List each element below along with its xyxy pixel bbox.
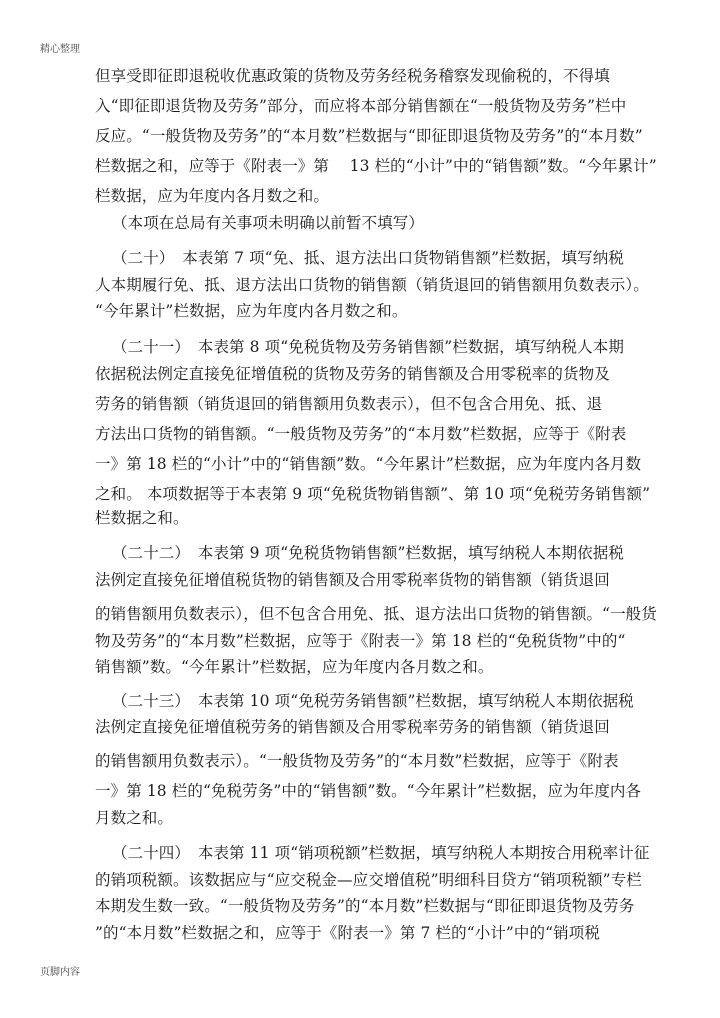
text-line: （二十） 本表第 7 项“免、抵、退方法出口货物销售额”栏数据，填写纳税 [112,249,624,267]
text-line: 但享受即征即退税收优惠政策的货物及劳务经税务稽察发现偷税的，不得填 [95,67,610,85]
footer-note: 页脚内容 [40,967,80,978]
text-line: 一》第 18 栏的“小计”中的“销售额”数。“今年累计”栏数据，应为年度内各月数 [95,455,642,473]
text-line: （二十四） 本表第 11 项“销项税额”栏数据，填写纳税人本期按合用税率计征 [112,844,650,862]
text-line: 人本期履行免、抵、退方法出口货物的销售额（销货退回的销售额用负数表示）。 [95,276,649,294]
text-line: 月数之和。 [95,809,174,827]
text-line: 法例定直接免征增值税货物的销售额及合用零税率货物的销售额（销货退回 [95,571,610,589]
text-line: （本项在总局有关事项未明确以前暂不填写） [112,214,425,232]
text-line: 入“即征即退货物及劳务”部分，而应将本部分销售额在“一般货物及劳务”栏中 [95,97,627,115]
text-line: 销售额”数。“今年累计”栏数据，应为年度内各月数之和。 [95,658,494,676]
text-line: 的销售额用负数表示）。“一般货物及劳务”的“本月数”栏数据，应等于《附表 [95,752,619,770]
text-line: （二十二） 本表第 9 项“免税货物销售额”栏数据，填写纳税人本期依据税 [112,544,624,562]
text-line: 物及劳务”的“本月数”栏数据，应等于《附表一》第 18 栏的“免税货物”中的“ [95,632,626,650]
text-line: 本期发生数一致。“一般货物及劳务”的“本月数”栏数据与“即征即退货物及劳务 [95,897,635,915]
text-line: 方法出口货物的销售额。“一般货物及劳务”的“本月数”栏数据，应等于《附表 [95,425,627,443]
text-line: 依据税法例定直接免征增值税的货物及劳务的销售额及合用零税率的货物及 [95,365,610,383]
text-line: ”的“本月数”栏数据之和，应等于《附表一》第 7 栏的“小计”中的“销项税 [95,924,600,942]
text-line: 栏数据之和，应等于《附表一》第 13 栏的“小计”中的“销售额”数。“今年累计” [95,157,657,175]
header-note: 精心整理 [40,44,80,55]
text-line: 劳务的销售额（销货退回的销售额用负数表示），但不包含合用免、抵、退 [95,395,603,413]
text-line: （二十一） 本表第 8 项“免税货物及劳务销售额”栏数据，填写纳税人本期 [112,338,624,356]
text-line: 法例定直接免征增值税劳务的销售额及合用零税率劳务的销售额（销货退回 [95,718,610,736]
text-line: 栏数据之和。 [95,509,189,527]
text-line: “今年累计”栏数据，应为年度内各月数之和。 [95,302,408,320]
text-line: 栏数据，应为年度内各月数之和。 [95,187,330,205]
text-line: 反应。“一般货物及劳务”的“本月数”栏数据与“即征即退货物及劳务”的“本月数” [95,127,643,145]
text-line: 的销项税额。该数据应与“应交税金—应交增值税”明细科目贷方“销项税额”专栏 [95,871,642,889]
text-line: （二十三） 本表第 10 项“免税劳务销售额”栏数据，填写纳税人本期依据税 [112,692,634,710]
text-line: 的销售额用负数表示），但不包含合用免、抵、退方法出口货物的销售额。“一般货 [95,605,657,623]
text-line: 一》第 18 栏的“免税劳务”中的“销售额”数。“今年累计”栏数据，应为年度内各 [95,782,642,800]
text-line: 之和。 本项数据等于本表第 9 项“免税货物销售额”、第 10 项“免税劳务销售额” [95,485,651,503]
